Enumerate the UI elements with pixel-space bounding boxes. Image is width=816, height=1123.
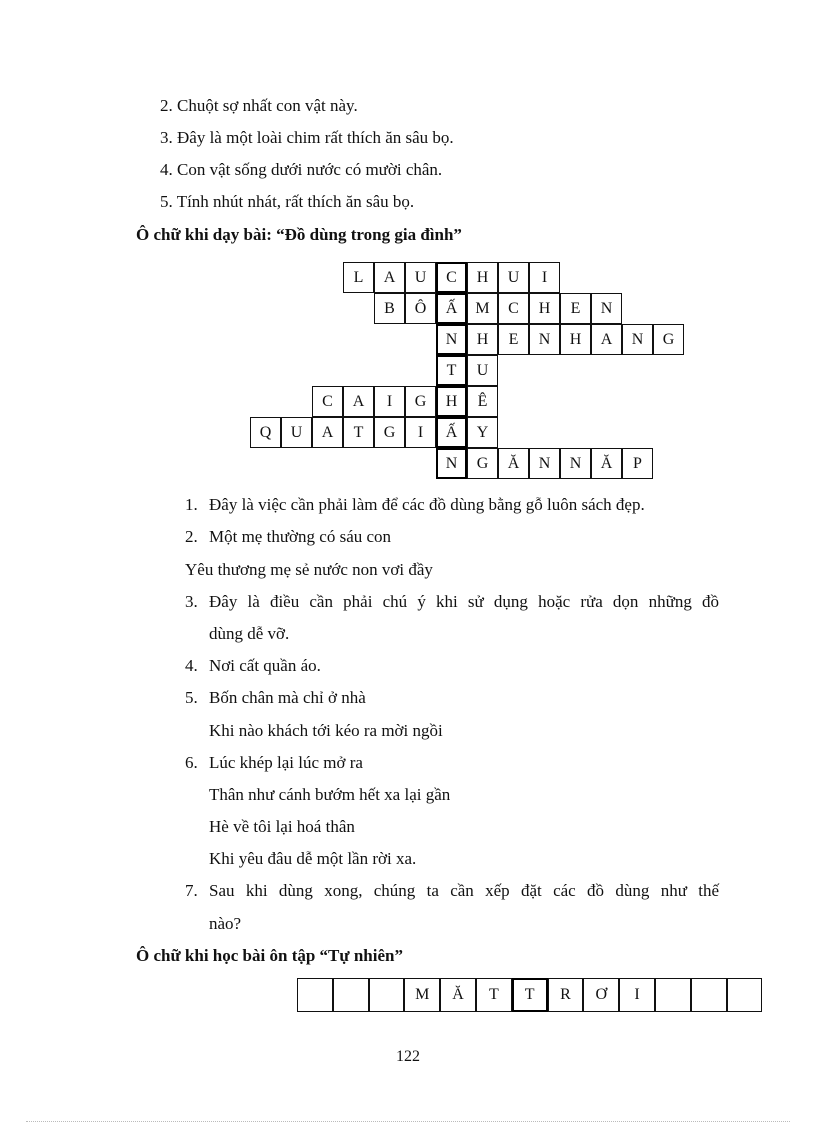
crossword-cell: I: [405, 417, 436, 448]
clue-3-line-2: dùng dễ vỡ.: [209, 624, 290, 643]
crossword-cell: I: [619, 978, 655, 1012]
crossword-cell: T: [476, 978, 512, 1012]
crossword-cell: N: [622, 324, 653, 355]
heading-puzzle-2: Ô chữ khi học bài ôn tập “Tự nhiên”: [136, 946, 403, 965]
crossword-cell: Y: [467, 417, 498, 448]
crossword-cell: T: [436, 355, 467, 386]
crossword-cell: U: [405, 262, 436, 293]
crossword-cell: I: [374, 386, 405, 417]
crossword-cell: H: [529, 293, 560, 324]
crossword-cell: H: [467, 262, 498, 293]
crossword-cell: G: [467, 448, 498, 479]
crossword-cell: Ă: [498, 448, 529, 479]
crossword-cell: N: [529, 324, 560, 355]
crossword-cell: [655, 978, 691, 1012]
crossword-cell: U: [281, 417, 312, 448]
crossword-cell: [333, 978, 369, 1012]
crossword-cell: A: [343, 386, 374, 417]
clue-7-line-1: Sau khi dùng xong, chúng ta cần xếp đặt các đồ dùng như thế: [209, 881, 719, 900]
crossword-cell: N: [436, 324, 467, 355]
clue-5-line-2: Khi nào khách tới kéo ra mời ngồi: [209, 721, 443, 740]
crossword-cell: N: [591, 293, 622, 324]
crossword-cell: Ô: [405, 293, 436, 324]
crossword-cell: Ấ: [436, 293, 467, 324]
clue-7-line-2: nào?: [209, 914, 242, 933]
crossword-cell: E: [560, 293, 591, 324]
crossword-cell: Ơ: [583, 978, 619, 1012]
crossword-cell: M: [404, 978, 440, 1012]
top-list-item-3: 3. Đây là một loài chim rất thích ăn sâu bọ.: [160, 128, 454, 147]
clue-6-line-2: Thân như cánh bướm hết xa lại gần: [209, 785, 451, 804]
clue-number: 5.: [185, 688, 198, 707]
clue-number: 1.: [185, 495, 198, 514]
clue-5-line-1: Bốn chân mà chỉ ở nhà: [209, 688, 366, 707]
crossword-cell: H: [467, 324, 498, 355]
crossword-cell: M: [467, 293, 498, 324]
crossword-cell: [369, 978, 405, 1012]
clue-4: Nơi cất quần áo.: [209, 656, 321, 675]
crossword-cell: H: [436, 386, 467, 417]
crossword-cell: L: [343, 262, 374, 293]
crossword-cell: G: [653, 324, 684, 355]
crossword-cell: N: [529, 448, 560, 479]
crossword-cell: C: [498, 293, 529, 324]
crossword-cell: H: [560, 324, 591, 355]
crossword-cell: P: [622, 448, 653, 479]
crossword-cell: A: [591, 324, 622, 355]
clue-number: 2.: [185, 527, 198, 546]
clue-2-line-2: Yêu thương mẹ sẻ nước non vơi đầy: [185, 560, 433, 579]
crossword-cell: G: [405, 386, 436, 417]
crossword-cell: Ấ: [436, 417, 467, 448]
crossword-cell: Q: [250, 417, 281, 448]
clue-1: Đây là việc cần phải làm để các đồ dùng bằng gỗ luôn sách đẹp.: [209, 495, 645, 514]
crossword-cell: E: [498, 324, 529, 355]
top-list-item-4: 4. Con vật sống dưới nước có mười chân.: [160, 160, 443, 179]
crossword-cell: T: [512, 978, 548, 1012]
clue-number: 3.: [185, 592, 198, 611]
crossword-cell: [727, 978, 763, 1012]
top-list-item-5: 5. Tính nhút nhát, rất thích ăn sâu bọ.: [160, 192, 415, 211]
crossword-cell: I: [529, 262, 560, 293]
crossword-cell: G: [374, 417, 405, 448]
clue-number: 4.: [185, 656, 198, 675]
page-number: 122: [396, 1048, 420, 1065]
crossword-cell: A: [374, 262, 405, 293]
top-list-item-2: 2. Chuột sợ nhất con vật này.: [160, 96, 358, 115]
clue-number: 6.: [185, 753, 198, 772]
crossword-cell: Ă: [591, 448, 622, 479]
clue-number: 7.: [185, 881, 198, 900]
crossword-cell: N: [560, 448, 591, 479]
crossword-cell: U: [467, 355, 498, 386]
clue-6-line-3: Hè về tôi lại hoá thân: [209, 817, 355, 836]
clue-6-line-1: Lúc khép lại lúc mở ra: [209, 753, 363, 772]
crossword-cell: [691, 978, 727, 1012]
crossword-cell: Ă: [440, 978, 476, 1012]
crossword-cell: B: [374, 293, 405, 324]
crossword-cell: U: [498, 262, 529, 293]
crossword-cell: A: [312, 417, 343, 448]
crossword-cell: [297, 978, 333, 1012]
heading-puzzle-1: Ô chữ khi dạy bài: “Đồ dùng trong gia đình”: [136, 225, 462, 244]
crossword-cell: C: [436, 262, 467, 293]
clue-3-line-1: Đây là điều cần phải chú ý khi sử dụng hoặc rửa dọn những đồ: [209, 592, 719, 611]
crossword-cell: N: [436, 448, 467, 479]
page-footer-divider: [26, 1121, 790, 1122]
crossword-cell: Ê: [467, 386, 498, 417]
crossword-cell: R: [548, 978, 584, 1012]
clue-6-line-4: Khi yêu đâu dễ một lần rời xa.: [209, 849, 417, 868]
crossword-cell: T: [343, 417, 374, 448]
crossword-cell: C: [312, 386, 343, 417]
clue-2-line-1: Một mẹ thường có sáu con: [209, 527, 392, 546]
